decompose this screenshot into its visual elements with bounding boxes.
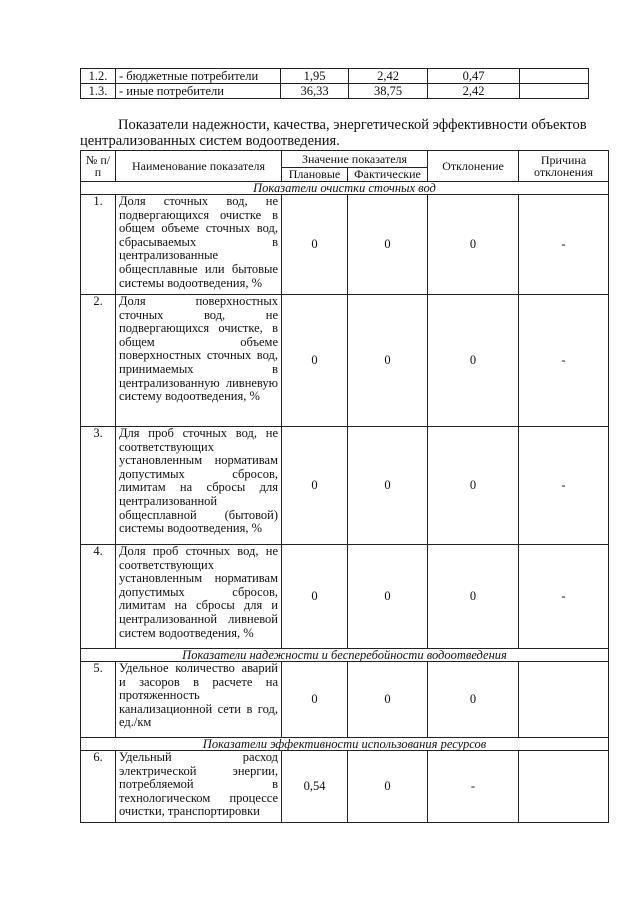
row-number: 6. (81, 751, 116, 823)
reason-cell: - (519, 427, 609, 545)
heading-line-1: Показатели надежности, качества, энергетической эффективности объектов (118, 117, 587, 133)
table-row (81, 751, 609, 823)
deviation-value: 0 (428, 195, 519, 295)
row-number: 1.2. (81, 69, 116, 84)
deviation-value: 2,42 (428, 84, 520, 99)
row-number: 1.3. (81, 84, 116, 99)
table-row (81, 84, 589, 99)
table-row (81, 195, 609, 295)
section-row (81, 738, 609, 751)
header-value: Значение показателя (282, 151, 428, 168)
reason-cell: - (519, 295, 609, 427)
fact-value: 0 (348, 295, 428, 427)
previous-table-fragment (80, 68, 589, 99)
reason-cell (520, 84, 589, 99)
deviation-value: 0 (428, 662, 519, 738)
plan-value: 1,95 (281, 69, 349, 84)
section-row (81, 649, 609, 662)
fact-value: 0 (348, 545, 428, 649)
row-number: 2. (81, 295, 116, 427)
plan-value: 0 (282, 427, 348, 545)
indicators-table (80, 150, 609, 823)
table-row (81, 427, 609, 545)
indicator-name: Для проб сточных вод, не соответствующих установленным нормативам допустимых сбросов, лимитам на сбросы для централизованной общесплавной (бытовой) системы водоотведения, % (116, 427, 282, 545)
fact-value: 38,75 (349, 84, 428, 99)
table-row (81, 295, 609, 427)
plan-value: 0 (282, 295, 348, 427)
indicator-name: - иные потребители (116, 84, 281, 99)
row-number: 5. (81, 662, 116, 738)
fact-value: 0 (348, 662, 428, 738)
section-title: Показатели эффективности использования ресурсов (81, 738, 609, 751)
section-row (81, 182, 609, 195)
indicator-name: Удельный расход электрической энергии, потребляемой в технологическом процессе очистки, транспортировки (116, 751, 282, 823)
row-number: 3. (81, 427, 116, 545)
header-num: № п/п (81, 151, 116, 182)
plan-value: 0,54 (282, 751, 348, 823)
fact-value: 0 (348, 427, 428, 545)
header-name: Наименование показателя (116, 151, 282, 182)
row-number: 1. (81, 195, 116, 295)
header-reason: Причина отклонения (519, 151, 609, 182)
plan-value: 0 (282, 662, 348, 738)
fact-value: 2,42 (349, 69, 428, 84)
heading-line-2: централизованных систем водоотведения. (80, 133, 340, 149)
table-header-row (81, 151, 609, 168)
plan-value: 0 (282, 545, 348, 649)
indicator-name: - бюджетные потребители (116, 69, 281, 84)
deviation-value: - (428, 751, 519, 823)
reason-cell (520, 69, 589, 84)
section-title: Показатели очистки сточных вод (81, 182, 609, 195)
reason-cell: - (519, 195, 609, 295)
deviation-value: 0,47 (428, 69, 520, 84)
deviation-value: 0 (428, 295, 519, 427)
header-fact: Фактические (348, 168, 428, 182)
indicator-name: Удельное количество аварий и засоров в расчете на протяженность канализационной сети в год, ед./км (116, 662, 282, 738)
indicator-name: Доля сточных вод, не подвергающихся очистке в общем объеме сточных вод, сбрасываемых в централизованные общесплавные или бытовые системы водоотведения, % (116, 195, 282, 295)
plan-value: 0 (282, 195, 348, 295)
reason-cell: - (519, 545, 609, 649)
header-deviation: Отклонение (428, 151, 519, 182)
indicator-name: Доля проб сточных вод, не соответствующих установленным нормативам допустимых сбросов, лимитам на сбросы для и централизованной ливневой систем водоотведения, % (116, 545, 282, 649)
reason-cell (519, 751, 609, 823)
fact-value: 0 (348, 751, 428, 823)
table-row (81, 662, 609, 738)
section-title: Показатели надежности и бесперебойности водоотведения (81, 649, 609, 662)
fact-value: 0 (348, 195, 428, 295)
indicator-name: Доля поверхностных сточных вод, не подвергающихся очистке, в общем объеме поверхностных сточных вод, принимаемых в централизованную ливневую систему водоотведения, % (116, 295, 282, 427)
reason-cell (519, 662, 609, 738)
row-number: 4. (81, 545, 116, 649)
plan-value: 36,33 (281, 84, 349, 99)
table-row (81, 545, 609, 649)
deviation-value: 0 (428, 545, 519, 649)
table-row (81, 69, 589, 84)
header-plan: Плановые (282, 168, 348, 182)
deviation-value: 0 (428, 427, 519, 545)
section-heading (80, 117, 606, 149)
